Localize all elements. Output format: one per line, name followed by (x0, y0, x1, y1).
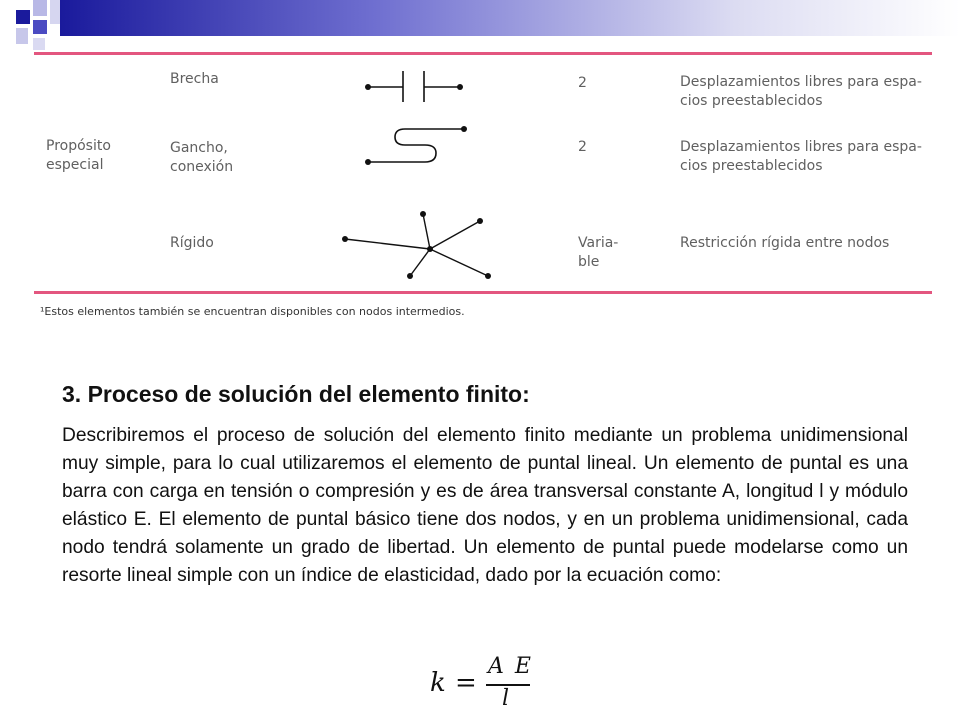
section-heading: 3. Proceso de solución del elemento finito: (62, 381, 530, 407)
formula-denominator: l (502, 686, 510, 711)
rigid-element-icon (338, 204, 498, 284)
formula-lhs: k (430, 668, 446, 698)
table-row-nodes: 2 (578, 139, 587, 155)
formula-equals: = (455, 668, 477, 698)
section-paragraph: Describiremos el proceso de solución del elemento finito mediante un problema unidimensional muy simple, para lo cual utilizaremos el elemento de puntal lineal. Un elemento de puntal es una barra con carga en tensión o compresión y es de área transversal constante A, longitud l y módulo elástico E. El elemento de puntal básico tiene dos nodos, y en un problema unidimensional, cada nodo tendrá solamente un grado de libertad. Un elemento de puntal puede modelarse como un resorte lineal simple con un índice de elasticidad, dado por la ecuación como: (62, 425, 908, 586)
hook-element-icon (360, 120, 475, 170)
table-row-nodes: Varia- ble (578, 235, 619, 270)
table-bottom-rule (34, 291, 932, 294)
table-row-name: Brecha (170, 71, 219, 87)
table-row-description: Desplazamientos libres para espa- cios preestablecidos (680, 139, 922, 174)
table-top-rule (34, 52, 932, 55)
table-row-name: Rígido (170, 235, 214, 251)
header-gradient-bar (60, 0, 960, 36)
formula-numerator: A E (488, 654, 533, 679)
table-category-label: Propósito especial (46, 138, 111, 173)
stiffness-formula (430, 654, 540, 712)
table-row-name: Gancho, conexión (170, 140, 234, 175)
table-footnote: ¹Estos elementos también se encuentran disponibles con nodos intermedios. (40, 305, 465, 318)
table-row-description: Restricción rígida entre nodos (680, 235, 890, 251)
table-row-description: Desplazamientos libres para espa- cios preestablecidos (680, 74, 922, 109)
gap-element-icon (360, 66, 470, 106)
table-row-nodes: 2 (578, 75, 587, 91)
